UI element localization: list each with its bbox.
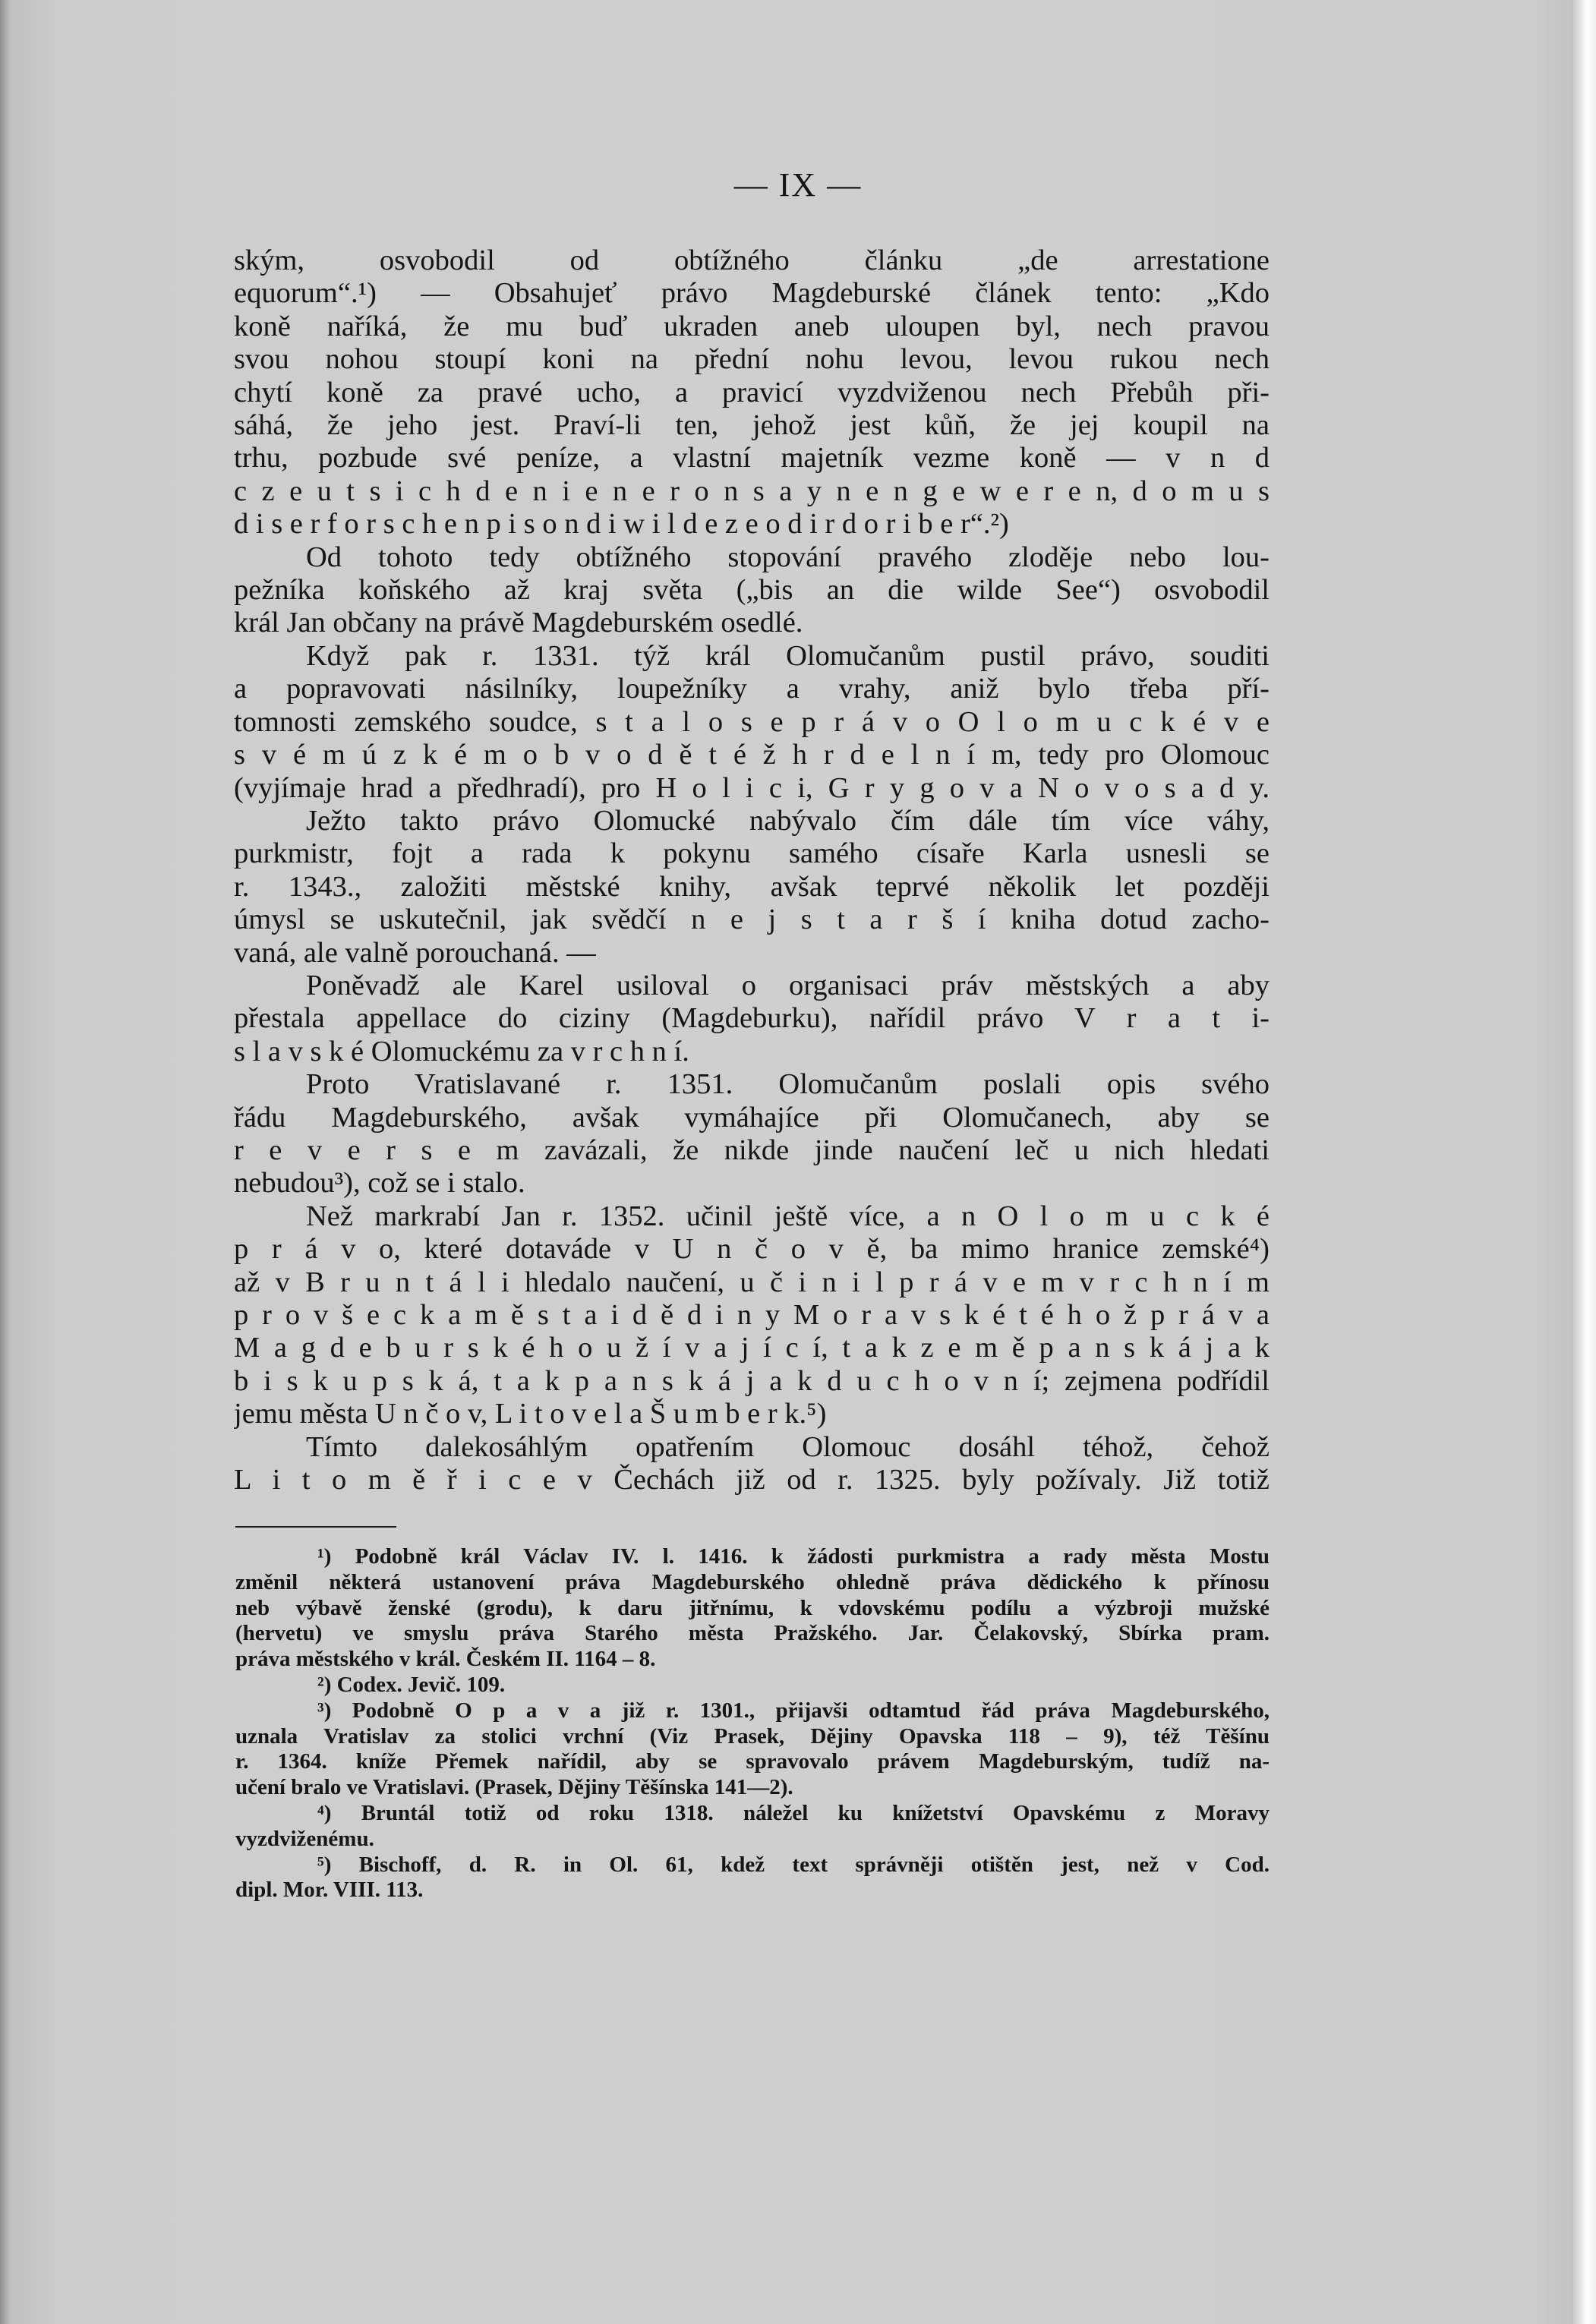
text-line: M a g d e b u r s k é h o u ž í v a j í c í, t a k z e m ě p a n s k á j a k bbox=[234, 1332, 1270, 1364]
text-line: Ježto takto právo Olomucké nabývalo čím dále tím více váhy, bbox=[306, 804, 1270, 837]
footnote-line: vyzdviženému. bbox=[235, 1826, 374, 1851]
text-line: r. 1343., založiti městské knihy, avšak teprvé několik let později bbox=[234, 870, 1270, 903]
footnote-line: ¹) Podobně král Václav IV. l. 1416. k žádosti purkmistra a rady města Mostu bbox=[317, 1544, 1270, 1569]
text-line: Když pak r. 1331. týž král Olomučanům pustil právo, souditi bbox=[306, 639, 1270, 672]
text-line: koně naříká, že mu buď ukraden aneb uloupen byl, nech pravou bbox=[234, 310, 1270, 342]
footnote-separator bbox=[235, 1526, 396, 1528]
text-line: d i s e r f o r s c h e n p i s o n d i w i l d e z e o d i r d o r i b e r“.²) bbox=[234, 508, 1009, 541]
text-line: (vyjímaje hrad a předhradí), pro H o l i c i, G r y g o v a N o v o s a d y. bbox=[234, 771, 1270, 804]
text-line: s v é m ú z k é m o b v o d ě t é ž h r d e l n í m, tedy pro Olomouc bbox=[234, 739, 1270, 771]
text-line: vaná, ale valně porouchaná. — bbox=[234, 936, 596, 969]
text-line: král Jan občany na právě Magdeburském osedlé. bbox=[234, 607, 803, 639]
footnote-line: ⁵) Bischoff, d. R. in Ol. 61, kdež text správněji otištěn jest, než v Cod. bbox=[317, 1852, 1270, 1877]
text-line: b i s k u p s k á, t a k p a n s k á j a k d u c h o v n í; zejmena podřídil bbox=[234, 1364, 1270, 1397]
page-right-edge bbox=[1573, 0, 1596, 2324]
text-line: c z e u t s i c h d e n i e n e r o n s a y n e n g e w e r e n, d o m u s bbox=[234, 475, 1270, 507]
footnote-line: ³) Podobně O p a v a již r. 1301., přijavši odtamtud řád práva Magdeburského, bbox=[317, 1698, 1270, 1723]
text-line: p r á v o, které dotaváde v U n č o v ě, ba mimo hranice zemské⁴) bbox=[234, 1233, 1270, 1266]
text-line: tomnosti zemského soudce, s t a l o s e p r á v o O l o m u c k é v e bbox=[234, 705, 1270, 738]
text-line: r e v e r s e m zavázali, že nikde jinde naučení leč u nich hledati bbox=[234, 1134, 1270, 1166]
text-line: s l a v s k é Olomuckému za v r c h n í. bbox=[234, 1035, 689, 1067]
text-line: L i t o m ě ř i c e v Čechách již od r. 1325. byly požívaly. Již totiž bbox=[234, 1464, 1270, 1496]
footnote-line: změnil některá ustanovení práva Magdeburského ohledně práva dědického k přínosu bbox=[235, 1569, 1270, 1594]
text-line: úmysl se uskutečnil, jak svědčí n e j s t a r š í kniha dotud zacho- bbox=[234, 903, 1270, 936]
text-line: trhu, pozbude své peníze, a vlastní majetník vezme koně — v n d bbox=[234, 442, 1270, 475]
footnote-line: učení bralo ve Vratislavi. (Prasek, Dějiny Těšínska 141—2). bbox=[235, 1775, 793, 1800]
text-line: ským, osvobodil od obtížného článku „de arrestatione bbox=[234, 244, 1270, 276]
text-line: chytí koně za pravé ucho, a pravicí vyzdviženou nech Přebůh při- bbox=[234, 376, 1270, 408]
footnote-line: práva městského v král. Českém II. 1164 – 8. bbox=[235, 1647, 656, 1672]
text-line: jemu města U n č o v, L i t o v e l a Š u m b e r k.⁵) bbox=[234, 1398, 827, 1430]
footnote-line: ⁴) Bruntál totiž od roku 1318. náležel ku knížetství Opavskému z Moravy bbox=[317, 1800, 1270, 1825]
text-line: pežníka koňského až kraj světa („bis an die wilde See“) osvobodil bbox=[234, 574, 1270, 607]
text-line: equorum“.¹) — Obsahujeť právo Magdeburské článek tento: „Kdo bbox=[234, 277, 1270, 310]
footnote-line: neb výbavě ženské (grodu), k daru jitřnímu, k vdovskému podílu a výzbroji mužské bbox=[235, 1595, 1270, 1620]
footnote-line: r. 1364. kníže Přemek nařídil, aby se spravovalo právem Magdeburským, tudíž na- bbox=[235, 1749, 1270, 1774]
page-left-edge bbox=[0, 0, 11, 2324]
footnote-line: ²) Codex. Jevič. 109. bbox=[317, 1672, 506, 1697]
text-line: až v B r u n t á l i hledalo naučení, u č i n i l p r á v e m v r c h n í m bbox=[234, 1266, 1270, 1298]
footnote-line: (hervetu) ve smyslu práva Starého města Pražského. Jar. Čelakovský, Sbírka pram. bbox=[235, 1621, 1270, 1646]
text-line: sáhá, že jeho jest. Praví-li ten, jehož jest kůň, že jej koupil na bbox=[234, 409, 1270, 442]
text-line: svou nohou stoupí koni na přední nohu levou, levou rukou nech bbox=[234, 343, 1270, 376]
text-line: Než markrabí Jan r. 1352. učinil ještě více, a n O l o m u c k é bbox=[306, 1200, 1270, 1232]
text-line: přestala appellace do ciziny (Magdeburku), nařídil právo V r a t i- bbox=[234, 1002, 1270, 1035]
text-line: Proto Vratislavané r. 1351. Olomučanům poslali opis svého bbox=[306, 1068, 1270, 1101]
page-number: — IX — bbox=[733, 166, 863, 203]
text-line: a popravovati násilníky, loupežníky a vrahy, aniž bylo třeba pří- bbox=[234, 673, 1270, 705]
footnote-line: uznala Vratislav za stolici vrchní (Viz Prasek, Dějiny Opavska 118 – 9), též Těšínu bbox=[235, 1723, 1270, 1749]
main-text bbox=[234, 244, 1270, 1496]
text-line: řádu Magdeburského, avšak vymáhajíce při Olomučanech, aby se bbox=[234, 1101, 1270, 1134]
text-line: purkmistr, fojt a rada k pokynu samého císaře Karla usnesli se bbox=[234, 837, 1270, 870]
footnotes bbox=[235, 1544, 1270, 1903]
text-line: Tímto dalekosáhlým opatřením Olomouc dosáhl téhož, čehož bbox=[306, 1430, 1270, 1463]
text-line: Poněvadž ale Karel usiloval o organisaci práv městských a aby bbox=[306, 969, 1270, 1001]
text-line: p r o v š e c k a m ě s t a i d ě d i n y M o r a v s k é t é h o ž p r á v a bbox=[234, 1299, 1270, 1331]
footnote-line: dipl. Mor. VIII. 113. bbox=[235, 1878, 424, 1903]
text-line: nebudou³), což se i stalo. bbox=[234, 1167, 525, 1200]
text-line: Od tohoto tedy obtížného stopování pravého zloděje nebo lou- bbox=[306, 541, 1270, 573]
